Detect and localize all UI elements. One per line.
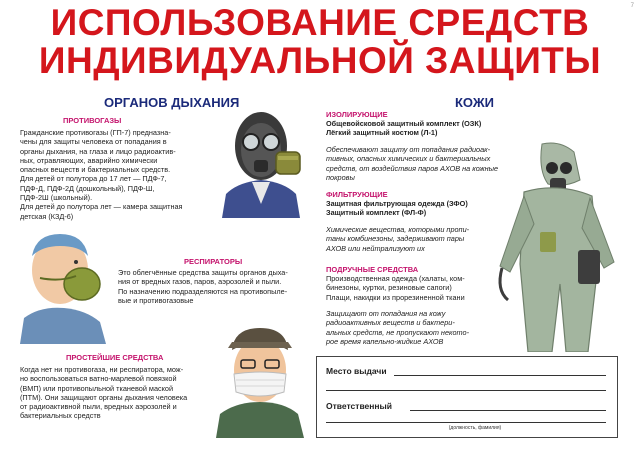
filtering-items: [326, 199, 506, 218]
filtering-title: ФИЛЬТРУЮЩИЕ: [326, 190, 388, 199]
filtering-note-line: АХОВ или нейтрализуют их: [326, 243, 425, 253]
respirators-p1-line: Это облегчённые средства защиты органов дыха-: [118, 268, 288, 277]
issue-place-label: Место выдачи: [326, 366, 387, 376]
filtering-item: Защитная фильтрующая одежда (ЗФО): [326, 199, 468, 208]
poster-title-line1: ИСПОЛЬЗОВАНИЕ СРЕДСТВ: [50, 2, 590, 43]
gas-masks-p3-line: Для детей до полутора лет — камера защитная: [20, 202, 183, 212]
simple-means-line: (ПТМ). Они защищают органы дыхания человека: [20, 392, 188, 402]
responsible-field[interactable]: [410, 410, 606, 411]
isolating-item: Общевойсковой защитный комплект (ОЗК): [326, 119, 482, 128]
filtering-note-line: таны комбинезоны, задерживают пары: [326, 234, 465, 244]
improvised-item: Производственная одежда (халаты, ком-: [326, 274, 465, 283]
gas-masks-p1-line: опасных веществ и бактериальных средств.: [20, 165, 171, 175]
gauze-bandage-illustration: [214, 318, 306, 438]
signature-caption: (должность, фамилия): [448, 425, 502, 431]
simple-means-title: ПРОСТЕЙШИЕ СРЕДСТВА: [66, 353, 164, 362]
simple-means-text: [20, 365, 220, 421]
filtering-item: Защитный комплект (ФЛ-Ф): [326, 208, 427, 218]
improvised-item: бинезоны, куртки, резиновые сапоги): [326, 283, 452, 293]
improvised-note-line: альных средств, не пропускают некото-: [326, 327, 469, 337]
improvised-title: ПОДРУЧНЫЕ СРЕДСТВА: [326, 265, 419, 274]
gas-masks-p1-line: Гражданские противогазы (ГП-7) предназна-: [20, 128, 171, 137]
gas-masks-title: ПРОТИВОГАЗЫ: [63, 116, 122, 125]
gas-masks-p1-line: ных, отравляющих, аварийно химически: [20, 155, 158, 165]
simple-means-line: от радиоактивной пыли, вредных аэрозолей и: [20, 402, 177, 412]
issue-place-field-line2[interactable]: [326, 390, 606, 391]
poster-title-line2: ИНДИВИДУАЛЬНОЙ ЗАЩИТЫ: [38, 40, 602, 81]
gas-mask-illustration: [216, 106, 306, 218]
isolating-items: [326, 119, 506, 138]
gas-masks-p2-line: ПДФ-2Ш (школьный).: [20, 193, 93, 203]
responsible-label: Ответственный: [326, 401, 393, 411]
simple-means-line: но воспользоваться ватно-марлевой повязкой: [20, 374, 177, 384]
isolating-item: Лёгкий защитный костюм (Л-1): [326, 128, 438, 138]
skin-heading: КОЖИ: [455, 95, 494, 110]
protective-suit-illustration: [494, 140, 620, 352]
respirator-illustration: [20, 226, 112, 344]
improvised-note-line: Защищают от попадания на кожу: [326, 309, 446, 318]
respirators-title: РЕСПИРАТОРЫ: [184, 257, 243, 266]
respirators-p1-line: ния от вредных газов, паров, аэрозолей и пыли.: [118, 277, 282, 287]
respirators-p2-line: По назначению подразделяются на противопыле-: [118, 286, 288, 296]
gas-masks-p1-line: органы дыхания, на глаза и лицо радиоактив-: [20, 146, 176, 156]
simple-means-line: (ВМП) или противопыльной тканевой маской: [20, 383, 174, 393]
respirators-p2-line: вые и противогазовые: [118, 295, 194, 305]
isolating-note-line: Обеспечивают защиту от попадания радиоак-: [326, 145, 491, 154]
isolating-note: [326, 145, 516, 182]
simple-means-line: Когда нет ни противогаза, ни респиратора, мож-: [20, 365, 184, 374]
gas-masks-p3-line: детская (КЗД-6): [20, 211, 74, 221]
issue-place-field[interactable]: [394, 375, 606, 376]
isolating-title: ИЗОЛИРУЮЩИЕ: [326, 110, 388, 119]
responsible-field-line2[interactable]: [326, 422, 606, 423]
improvised-note-line: рое время капельно-жидкие АХОВ: [326, 336, 444, 346]
isolating-note-line: тивных, опасных химических и бактериальных: [326, 154, 491, 164]
filtering-note-line: Химические вещества, которыми пропи-: [326, 225, 470, 234]
page-number: 7: [630, 3, 634, 9]
gas-masks-p1-line: чены для защиты человека от попадания в: [20, 137, 167, 147]
respirators-text: [118, 268, 318, 305]
isolating-note-line: покровы: [326, 172, 355, 182]
filtering-note: [326, 225, 506, 253]
improvised-note-line: радиоактивных веществ и бактери-: [326, 318, 455, 328]
gas-masks-p2-line: ПДФ-Д, ПДФ-2Д (дошкольный), ПДФ-Ш,: [20, 183, 155, 193]
simple-means-line: бактериальных средств: [20, 411, 101, 421]
gas-masks-text: [20, 128, 220, 221]
improvised-item: Плащи, накидки из прорезиненной ткани: [326, 292, 465, 302]
respiratory-heading: ОРГАНОВ ДЫХАНИЯ: [104, 95, 240, 110]
improvised-note: [326, 309, 506, 346]
gas-masks-p2-line: Для детей от полутора до 17 лет — ПДФ-7,: [20, 174, 167, 184]
improvised-items: [326, 274, 496, 302]
isolating-note-line: средств, от воздействия паров АХОВ на кожные: [326, 163, 499, 173]
